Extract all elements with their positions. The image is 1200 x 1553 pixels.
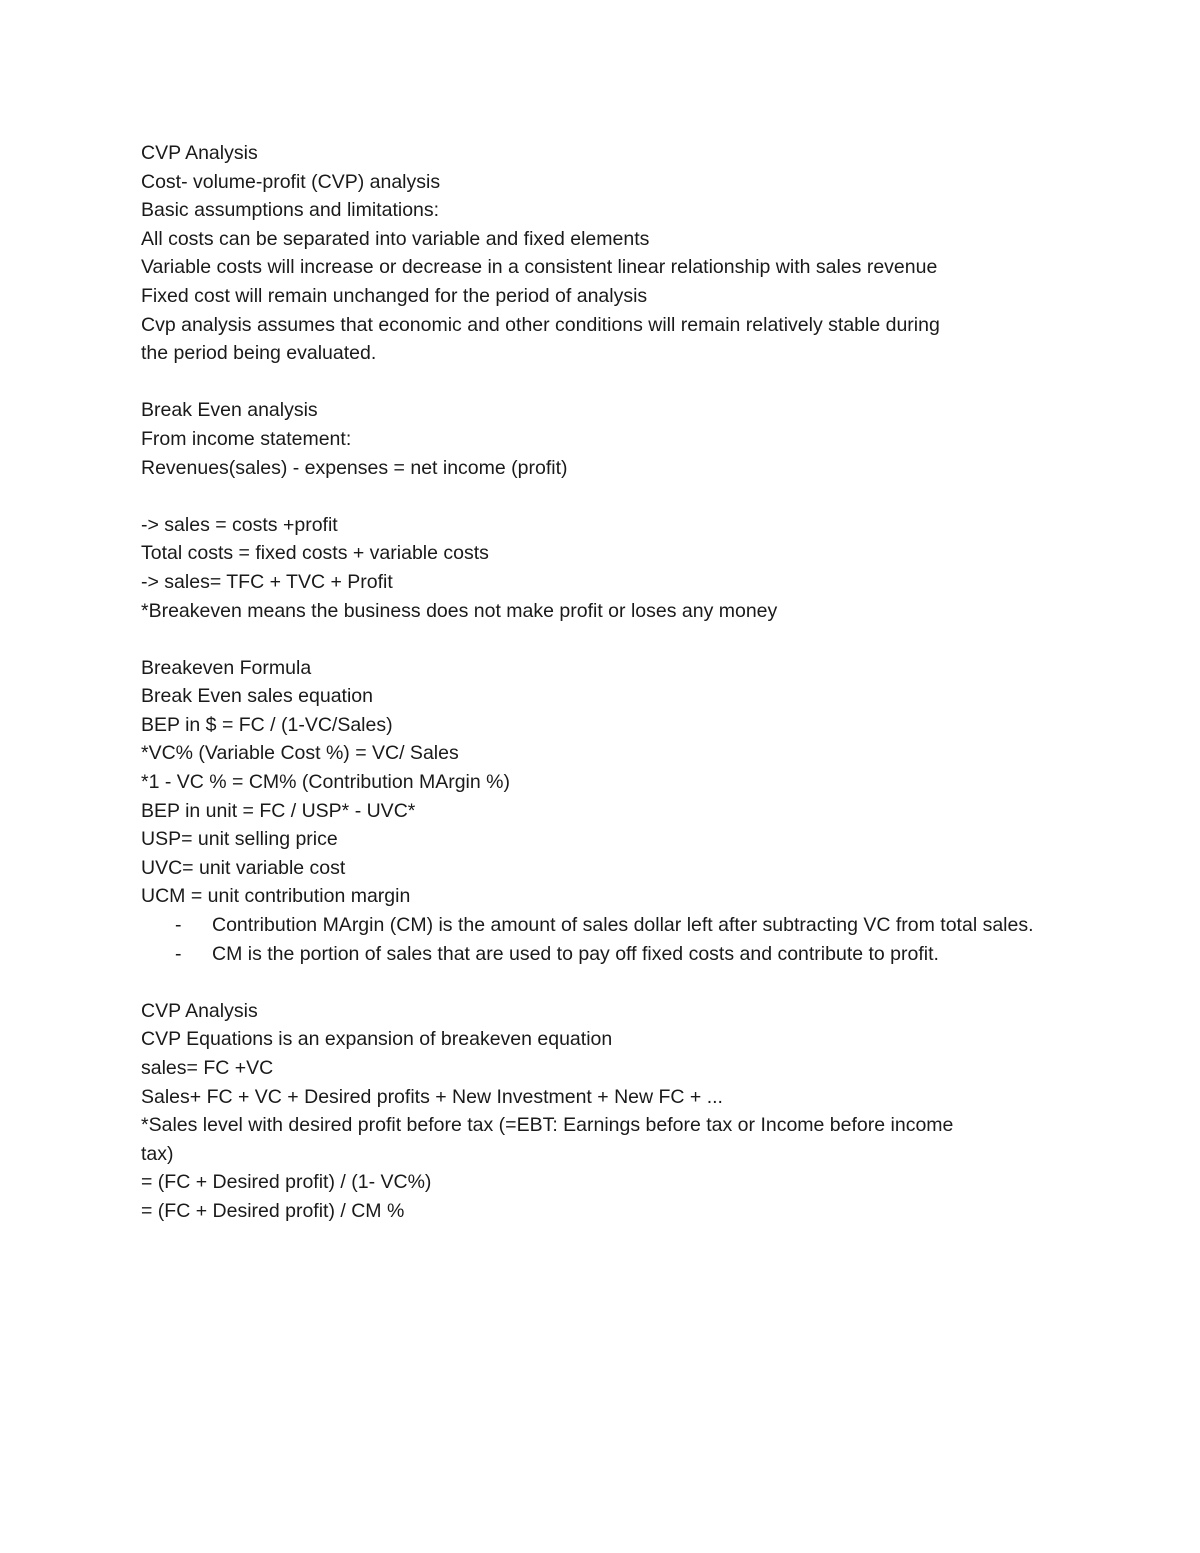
section-cvp-intro	[141, 139, 1071, 368]
heading-breakeven-formula: Breakeven Formula	[141, 656, 312, 679]
text-line: BEP in unit = FC / USP* - UVC*	[141, 799, 416, 822]
blank-line	[141, 625, 1071, 654]
bullet-text: CM is the portion of sales that are used to pay off fixed costs and contribute to profit.	[212, 942, 939, 965]
text-line: UVC= unit variable cost	[141, 856, 346, 879]
bullet-dash: -	[175, 942, 182, 965]
blank-line	[141, 368, 1071, 397]
text-line: *VC% (Variable Cost %) = VC/ Sales	[141, 742, 459, 765]
text-line: Sales+ FC + VC + Desired profits + New Investment + New FC + ...	[141, 1085, 723, 1108]
section-cvp-equations	[141, 997, 1071, 1226]
text-line: Total costs = fixed costs + variable costs	[141, 542, 489, 565]
list-item	[141, 911, 1071, 940]
text-line: = (FC + Desired profit) / CM %	[141, 1199, 405, 1222]
text-line: -> sales = costs +profit	[141, 513, 338, 536]
section-breakeven-formula	[141, 654, 1071, 969]
text-line: Cost- volume-profit (CVP) analysis	[141, 170, 441, 193]
text-line: CVP Equations is an expansion of breakeven equation	[141, 1028, 613, 1051]
text-line: All costs can be separated into variable and fixed elements	[141, 227, 650, 250]
heading-break-even-analysis: Break Even analysis	[141, 399, 318, 422]
text-line: tax)	[141, 1142, 174, 1165]
section-break-even-analysis	[141, 396, 1071, 482]
text-line: Fixed cost will remain unchanged for the period of analysis	[141, 284, 648, 307]
text-line: Variable costs will increase or decrease in a consistent linear relationship with sales revenue	[141, 256, 938, 279]
text-line: *Breakeven means the business does not make profit or loses any money	[141, 599, 778, 622]
text-line: = (FC + Desired profit) / (1- VC%)	[141, 1171, 432, 1194]
text-line: UCM = unit contribution margin	[141, 885, 411, 908]
text-line: -> sales= TFC + TVC + Profit	[141, 570, 393, 593]
blank-line	[141, 482, 1071, 511]
text-line: *Sales level with desired profit before tax (=EBT: Earnings before tax or Income before income	[141, 1114, 954, 1137]
text-line: sales= FC +VC	[141, 1057, 274, 1079]
text-line: BEP in $ = FC / (1-VC/Sales)	[141, 713, 393, 736]
text-line: Revenues(sales) - expenses = net income (profit)	[141, 456, 568, 479]
text-line: USP= unit selling price	[141, 828, 338, 851]
document-page	[141, 139, 1071, 1226]
text-line: From income statement:	[141, 427, 352, 450]
bullet-text: Contribution MArgin (CM) is the amount of sales dollar left after subtracting VC from total sales.	[212, 914, 1034, 937]
heading-cvp-analysis: CVP Analysis	[141, 142, 258, 164]
text-line: the period being evaluated.	[141, 342, 377, 365]
heading-cvp-analysis: CVP Analysis	[141, 999, 258, 1022]
text-line: *1 - VC % = CM% (Contribution MArgin %)	[141, 771, 510, 794]
blank-line	[141, 968, 1071, 997]
text-line: Break Even sales equation	[141, 685, 373, 708]
text-line: Basic assumptions and limitations:	[141, 199, 440, 222]
text-line: Cvp analysis assumes that economic and other conditions will remain relatively stable during	[141, 313, 940, 336]
section-sales-costs	[141, 511, 1071, 625]
bullet-dash: -	[175, 914, 182, 937]
list-item	[141, 940, 1071, 969]
bullet-list	[141, 911, 1071, 968]
